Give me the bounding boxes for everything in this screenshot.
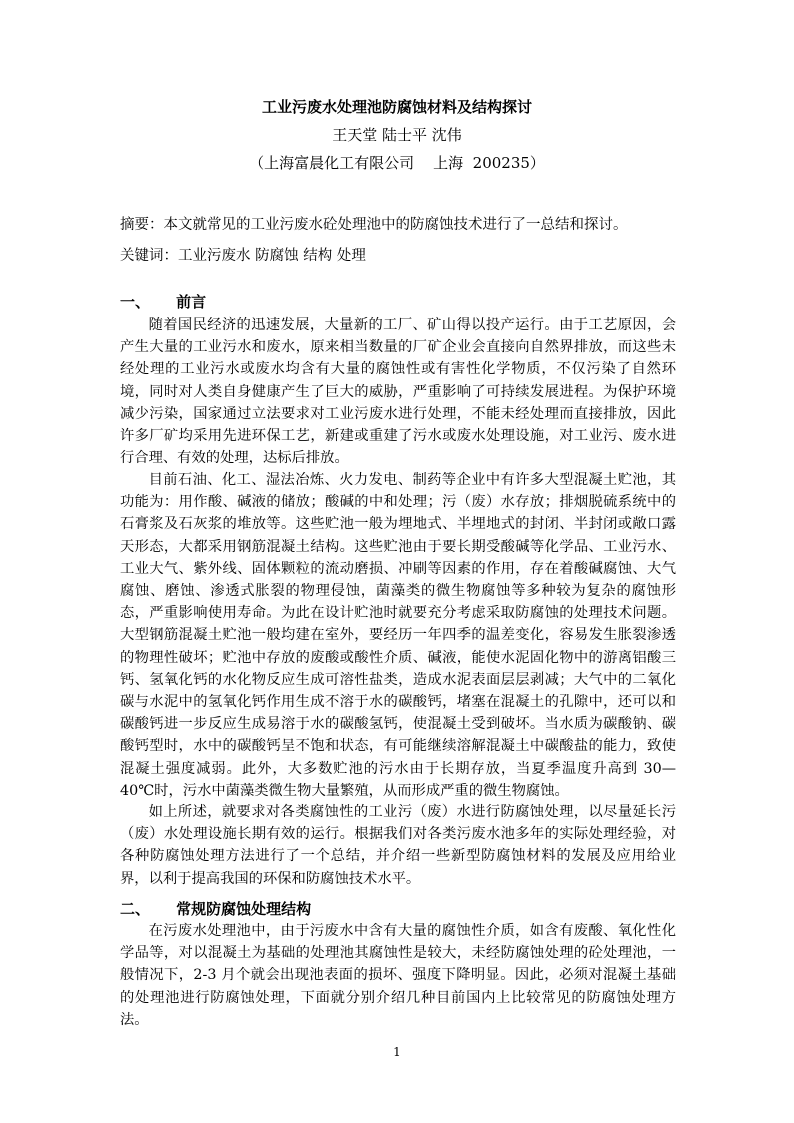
paper-title: 工业污废水处理池防腐蚀材料及结构探讨 bbox=[261, 98, 532, 116]
paper-authors: 王天堂 陆士平 沈伟 bbox=[332, 126, 462, 144]
body-paragraph: 在污废水处理池中，由于污废水中含有大量的腐蚀性介质，如含有废酸、氧化性化学品等，对以混凝土为基础的处理池其腐蚀性是较大，未经防腐蚀处理的砼处理池，一般情况下，2-3 月个就会出现池表面的损坏、强度下降明显。因此，必须对混凝土基础的处理池进行防腐蚀处理，下面就分别介绍几种目前国内上比较常见的防腐蚀处理方法。 bbox=[120, 923, 676, 1028]
section-heading-introduction: 一、 前言 bbox=[120, 293, 207, 311]
keywords: 关键词：工业污废水 防腐蚀 结构 处理 bbox=[120, 248, 366, 264]
body-paragraph: 目前石油、化工、湿法冶炼、火力发电、制药等企业中有许多大型混凝土贮池，其功能为：用作酸、碱液的储放；酸碱的中和处理；污（废）水存放；排烟脱硫系统中的石膏浆及石灰浆的堆放等。这些贮池一般为埋地式、半埋地式的封闭、半封闭或敞口露天形态，大都采用钢筋混凝土结构。这些贮池由于要长期受酸碱等化学品、工业污水、工业大气、紫外线、固体颗粒的流动磨损、冲刷等因素的作用，存在着酸碱腐蚀、大气腐蚀、磨蚀、渗透式胀裂的物理侵蚀，菌藻类的微生物腐蚀等多种较为复杂的腐蚀形态，严重影响使用寿命。为此在设计贮池时就要充分考虑采取防腐蚀的处理技术问题。大型钢筋混凝土贮池一般均建在室外，要经历一年四季的温差变化，容易发生胀裂渗透的物理性破坏；贮池中存放的废酸或酸性介质、碱液，能使水泥固化物中的游离铝酸三钙、氢氧化钙的水化物反应生成可溶性盐类，造成水泥表面层层剥减；大气中的二氧化碳与水泥中的氢氧化钙作用生成不溶于水的碳酸钙，堵塞在混凝土的孔隙中，还可以和碳酸钙进一步反应生成易溶于水的碳酸氢钙，使混凝土受到破坏。当水质为碳酸钠、碳酸钙型时，水中的碳酸钙呈不饱和状态，有可能继续溶解混凝土中碳酸盐的能力，致使混凝土强度减弱。此外，大多数贮池的污水由于长期存放，当夏季温度升高到 30—40℃时，污水中菌藻类微生物大量繁殖，从而形成严重的微生物腐蚀。 bbox=[120, 472, 676, 799]
body-paragraph: 随着国民经济的迅速发展，大量新的工厂、矿山得以投产运行。由于工艺原因，会产生大量的工业污水和废水，原来相当数量的厂矿企业会直接向自然界排放，而这些未经处理的工业污水或废水均含有大量的腐蚀性或有害性化学物质，不仅污染了自然环境，同时对人类自身健康产生了巨大的威胁，严重影响了可持续发展进程。为保护环境减少污染，国家通过立法要求对工业污废水进行处理，不能未经处理而直接排放，因此许多厂矿均采用先进环保工艺，新建或重建了污水或废水处理设施，对工业污、废水进行合理、有效的处理，达标后排放。 bbox=[120, 317, 676, 467]
paper-affiliation: （上海富晨化工有限公司 上海 200235） bbox=[249, 154, 545, 172]
section-heading-conventional-structures: 二、 常规防腐蚀处理结构 bbox=[120, 900, 312, 918]
page-number: 1 bbox=[393, 1045, 401, 1059]
body-paragraph: 如上所述，就要求对各类腐蚀性的工业污（废）水进行防腐蚀处理，以尽量延长污（废）水处理设施长期有效的运行。根据我们对各类污废水池多年的实际处理经验，对各种防腐蚀处理方法进行了一个总结，并介绍一些新型防腐蚀材料的发展及应用给业界，以利于提高我国的环保和防腐蚀技术水平。 bbox=[120, 804, 676, 887]
abstract: 摘要：本文就常见的工业污废水砼处理池中的防腐蚀技术进行了一总结和探讨。 bbox=[120, 217, 628, 233]
